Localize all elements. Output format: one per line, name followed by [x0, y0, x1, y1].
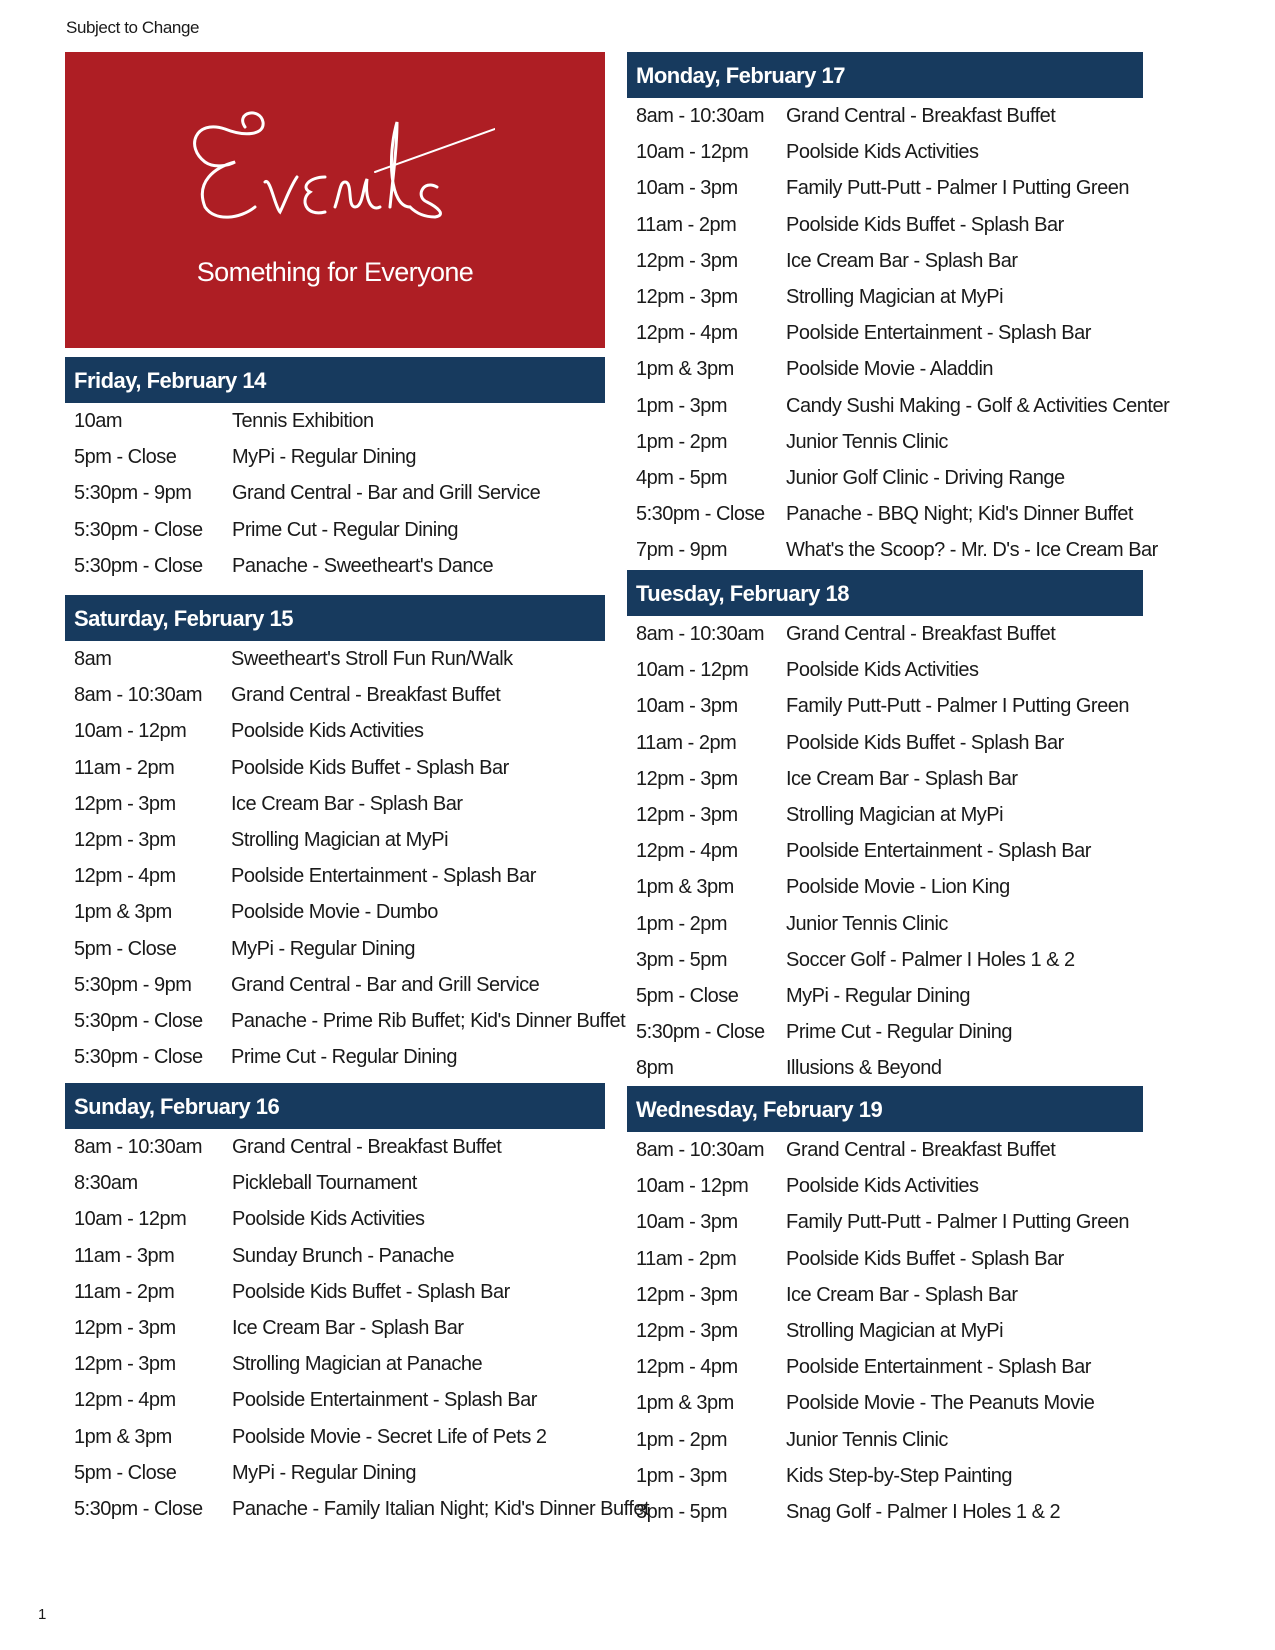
event-time: 10am - 12pm	[74, 1208, 187, 1231]
event-time: 3pm - 5pm	[636, 1500, 728, 1523]
event-name: Prime Cut - Regular Dining	[231, 1046, 457, 1069]
event-time: 10am - 3pm	[636, 695, 738, 718]
day-header: Monday, February 17	[627, 52, 1143, 98]
event-row	[65, 1455, 605, 1491]
day-section	[627, 52, 1170, 568]
event-row	[627, 1313, 1143, 1349]
event-time: 8am	[74, 648, 112, 670]
event-name: Grand Central - Bar and Grill Service	[232, 482, 541, 505]
event-time: 5:30pm - Close	[74, 1009, 203, 1032]
event-row	[65, 1491, 650, 1527]
event-name: Sweetheart's Stroll Fun Run/Walk	[231, 648, 513, 670]
event-row	[627, 978, 1143, 1014]
event-time: 12pm - 4pm	[636, 322, 738, 345]
event-row	[627, 1132, 1143, 1168]
event-name: Poolside Movie - Secret Life of Pets 2	[232, 1425, 547, 1448]
event-row	[627, 1014, 1143, 1050]
event-name: Poolside Kids Buffet - Splash Bar	[231, 756, 509, 779]
event-row	[65, 512, 605, 548]
event-time: 5:30pm - Close	[74, 554, 203, 577]
event-time: 5pm - Close	[74, 937, 177, 960]
event-row	[627, 315, 1143, 351]
event-row	[627, 1349, 1143, 1385]
event-row	[65, 1039, 605, 1075]
event-name: Panache - BBQ Night; Kid's Dinner Buffet	[786, 503, 1133, 526]
event-name: Poolside Entertainment - Splash Bar	[231, 865, 536, 888]
event-name: Poolside Kids Buffet - Splash Bar	[786, 1247, 1064, 1270]
event-time: 5:30pm - Close	[636, 1021, 765, 1044]
event-time: 8am - 10:30am	[74, 684, 203, 707]
event-row	[627, 652, 1143, 688]
event-name: Junior Tennis Clinic	[786, 912, 948, 935]
event-name: MyPi - Regular Dining	[231, 937, 416, 960]
event-name: Poolside Kids Buffet - Splash Bar	[786, 731, 1064, 754]
day-section	[627, 1086, 1143, 1530]
event-row	[65, 1238, 605, 1274]
event-row	[627, 1422, 1143, 1458]
event-name: Snag Golf - Palmer I Holes 1 & 2	[786, 1500, 1061, 1523]
event-row	[65, 548, 605, 584]
event-row	[627, 833, 1143, 869]
event-row	[627, 98, 1143, 134]
event-time: 10am - 12pm	[636, 141, 749, 164]
event-row	[65, 475, 605, 511]
event-time: 8am - 10:30am	[636, 623, 765, 645]
event-name: Grand Central - Breakfast Buffet	[786, 105, 1056, 127]
event-time: 10am - 12pm	[74, 720, 187, 743]
event-name: MyPi - Regular Dining	[786, 984, 971, 1007]
event-name: Family Putt-Putt - Palmer I Putting Green	[786, 177, 1129, 200]
event-name: Prime Cut - Regular Dining	[786, 1021, 1012, 1044]
event-row	[627, 207, 1143, 243]
event-row	[65, 894, 605, 930]
event-name: Prime Cut - Regular Dining	[232, 518, 458, 541]
event-name: Poolside Entertainment - Splash Bar	[786, 1356, 1091, 1379]
event-name: Poolside Movie - Lion King	[786, 876, 1010, 899]
event-row	[627, 134, 1143, 170]
event-row	[65, 750, 605, 786]
event-row	[65, 677, 605, 713]
event-name: Poolside Entertainment - Splash Bar	[786, 840, 1091, 863]
event-time: 12pm - 3pm	[636, 767, 738, 790]
events-script-logo	[175, 107, 495, 237]
event-row	[65, 1274, 605, 1310]
event-time: 12pm - 4pm	[74, 865, 176, 888]
event-time: 11am - 2pm	[74, 1280, 175, 1303]
event-name: Grand Central - Breakfast Buffet	[786, 1139, 1056, 1161]
event-name: Pickleball Tournament	[232, 1172, 417, 1195]
event-time: 11am - 2pm	[636, 213, 737, 236]
event-row	[627, 1458, 1143, 1494]
event-name: Poolside Kids Activities	[786, 141, 979, 164]
event-time: 12pm - 4pm	[636, 1356, 738, 1379]
event-time: 10am - 12pm	[636, 1175, 749, 1198]
event-name: Strolling Magician at MyPi	[231, 828, 449, 851]
event-row	[627, 1277, 1143, 1313]
event-time: 12pm - 3pm	[74, 1353, 176, 1376]
event-name: Panache - Sweetheart's Dance	[232, 554, 494, 577]
event-row	[627, 496, 1143, 532]
event-name: Poolside Kids Activities	[232, 1208, 425, 1231]
event-time: 8am - 10:30am	[636, 1139, 765, 1161]
event-name: Strolling Magician at MyPi	[786, 803, 1004, 826]
event-time: 8pm	[636, 1057, 674, 1080]
event-time: 11am - 2pm	[74, 756, 175, 779]
event-time: 1pm & 3pm	[74, 901, 172, 924]
event-time: 5:30pm - Close	[74, 518, 203, 541]
event-time: 1pm - 3pm	[636, 1464, 728, 1487]
event-name: Panache - Family Italian Night; Kid's Dinner Buffet	[232, 1497, 650, 1520]
event-time: 8:30am	[74, 1172, 138, 1195]
event-row	[627, 1168, 1143, 1204]
subject-to-change-note: Subject to Change	[66, 18, 200, 37]
event-time: 12pm - 3pm	[74, 792, 176, 815]
event-name: Poolside Kids Activities	[231, 720, 424, 743]
event-time: 5:30pm - Close	[636, 503, 765, 526]
event-time: 8am - 10:30am	[636, 105, 765, 127]
event-row	[627, 170, 1143, 206]
day-header: Friday, February 14	[65, 357, 605, 403]
events-banner	[65, 52, 605, 348]
event-row	[627, 1050, 1143, 1086]
event-name: Poolside Movie - Dumbo	[231, 901, 438, 924]
event-name: Kids Step-by-Step Painting	[786, 1464, 1013, 1487]
event-name: Poolside Kids Buffet - Splash Bar	[232, 1280, 510, 1303]
day-header: Sunday, February 16	[65, 1083, 605, 1129]
event-time: 3pm - 5pm	[636, 948, 728, 971]
event-row	[627, 279, 1143, 315]
event-name: Panache - Prime Rib Buffet; Kid's Dinner Buffet	[231, 1009, 626, 1032]
event-row	[65, 403, 605, 439]
event-time: 5:30pm - 9pm	[74, 973, 192, 996]
event-row	[627, 424, 1143, 460]
event-row	[627, 761, 1143, 797]
event-time: 1pm - 2pm	[636, 912, 728, 935]
event-row	[65, 641, 605, 677]
event-time: 4pm - 5pm	[636, 466, 728, 489]
event-time: 11am - 3pm	[74, 1244, 175, 1267]
event-time: 1pm & 3pm	[636, 1392, 734, 1415]
event-row	[627, 532, 1158, 568]
event-row	[65, 1201, 605, 1237]
event-name: Grand Central - Breakfast Buffet	[786, 623, 1056, 645]
event-row	[627, 460, 1143, 496]
event-name: Soccer Golf - Palmer I Holes 1 & 2	[786, 948, 1075, 971]
event-name: MyPi - Regular Dining	[232, 446, 417, 469]
event-name: Candy Sushi Making - Golf & Activities Center	[786, 394, 1170, 417]
event-row	[627, 942, 1143, 978]
event-row	[627, 243, 1143, 279]
event-time: 1pm & 3pm	[74, 1425, 172, 1448]
event-time: 5pm - Close	[74, 446, 177, 469]
event-time: 11am - 2pm	[636, 1247, 737, 1270]
event-name: Strolling Magician at MyPi	[786, 1319, 1004, 1342]
event-name: What's the Scoop? - Mr. D's - Ice Cream Bar	[786, 539, 1158, 562]
day-section	[65, 1083, 650, 1527]
event-name: MyPi - Regular Dining	[232, 1461, 417, 1484]
event-name: Poolside Kids Buffet - Splash Bar	[786, 213, 1064, 236]
event-time: 11am - 2pm	[636, 731, 737, 754]
day-header: Saturday, February 15	[65, 595, 605, 641]
event-row	[627, 1241, 1143, 1277]
event-time: 12pm - 3pm	[636, 285, 738, 308]
event-row	[627, 688, 1143, 724]
event-time: 1pm & 3pm	[636, 358, 734, 381]
event-name: Poolside Movie - Aladdin	[786, 358, 994, 381]
event-name: Ice Cream Bar - Splash Bar	[786, 249, 1018, 272]
event-time: 12pm - 4pm	[74, 1389, 176, 1412]
event-row	[65, 967, 605, 1003]
event-name: Illusions & Beyond	[786, 1057, 942, 1080]
event-time: 10am - 3pm	[636, 1211, 738, 1234]
event-time: 12pm - 3pm	[636, 249, 738, 272]
event-name: Ice Cream Bar - Splash Bar	[232, 1316, 464, 1339]
event-row	[627, 1204, 1143, 1240]
event-name: Ice Cream Bar - Splash Bar	[231, 792, 463, 815]
event-name: Junior Tennis Clinic	[786, 1428, 948, 1451]
event-row	[65, 822, 605, 858]
event-time: 10am - 12pm	[636, 659, 749, 682]
event-name: Grand Central - Bar and Grill Service	[231, 973, 540, 996]
event-name: Grand Central - Breakfast Buffet	[232, 1136, 502, 1158]
event-time: 12pm - 4pm	[636, 840, 738, 863]
event-row	[65, 439, 605, 475]
event-time: 1pm - 3pm	[636, 394, 728, 417]
event-time: 12pm - 3pm	[636, 1283, 738, 1306]
event-name: Poolside Entertainment - Splash Bar	[786, 322, 1091, 345]
event-time: 12pm - 3pm	[636, 1319, 738, 1342]
event-name: Strolling Magician at Panache	[232, 1353, 483, 1376]
event-name: Strolling Magician at MyPi	[786, 285, 1004, 308]
page-number: 1	[38, 1606, 47, 1623]
event-name: Junior Golf Clinic - Driving Range	[786, 466, 1065, 489]
event-row	[65, 1165, 605, 1201]
tagline: Something for Everyone	[196, 257, 474, 287]
day-section	[65, 357, 605, 584]
event-name: Sunday Brunch - Panache	[232, 1244, 454, 1267]
event-row	[627, 616, 1143, 652]
day-section	[65, 595, 626, 1075]
event-time: 1pm & 3pm	[636, 876, 734, 899]
event-time: 12pm - 3pm	[74, 1316, 176, 1339]
event-time: 5:30pm - 9pm	[74, 482, 192, 505]
event-name: Junior Tennis Clinic	[786, 430, 948, 453]
event-name: Poolside Entertainment - Splash Bar	[232, 1389, 537, 1412]
event-time: 10am	[74, 410, 123, 432]
event-time: 5:30pm - Close	[74, 1497, 203, 1520]
event-name: Grand Central - Breakfast Buffet	[231, 684, 501, 707]
event-time: 7pm - 9pm	[636, 539, 728, 562]
event-row	[627, 388, 1170, 424]
event-row	[627, 906, 1143, 942]
event-time: 10am - 3pm	[636, 177, 738, 200]
event-name: Ice Cream Bar - Splash Bar	[786, 1283, 1018, 1306]
event-time: 5pm - Close	[74, 1461, 177, 1484]
event-row	[65, 1003, 626, 1039]
event-time: 12pm - 3pm	[636, 803, 738, 826]
event-row	[627, 1385, 1143, 1421]
event-name: Poolside Kids Activities	[786, 659, 979, 682]
event-row	[627, 797, 1143, 833]
event-row	[65, 786, 605, 822]
event-time: 1pm - 2pm	[636, 430, 728, 453]
event-time: 12pm - 3pm	[74, 828, 176, 851]
day-section	[627, 570, 1143, 1086]
event-row	[65, 931, 605, 967]
event-name: Poolside Kids Activities	[786, 1175, 979, 1198]
event-row	[65, 1129, 605, 1165]
event-name: Tennis Exhibition	[232, 410, 374, 432]
event-row	[65, 1310, 605, 1346]
day-header: Tuesday, February 18	[627, 570, 1143, 616]
day-header: Wednesday, February 19	[627, 1086, 1143, 1132]
event-time: 5pm - Close	[636, 984, 739, 1007]
event-row	[65, 858, 605, 894]
event-row	[65, 1419, 605, 1455]
event-name: Poolside Movie - The Peanuts Movie	[786, 1392, 1095, 1415]
event-name: Family Putt-Putt - Palmer I Putting Green	[786, 1211, 1129, 1234]
event-row	[65, 1382, 605, 1418]
event-time: 8am - 10:30am	[74, 1136, 203, 1158]
event-row	[627, 1494, 1143, 1530]
event-row	[65, 1346, 605, 1382]
event-time: 5:30pm - Close	[74, 1046, 203, 1069]
event-row	[627, 351, 1143, 387]
event-row	[65, 713, 605, 749]
event-name: Ice Cream Bar - Splash Bar	[786, 767, 1018, 790]
event-name: Family Putt-Putt - Palmer I Putting Green	[786, 695, 1129, 718]
event-row	[627, 869, 1143, 905]
event-time: 1pm - 2pm	[636, 1428, 728, 1451]
event-row	[627, 725, 1143, 761]
